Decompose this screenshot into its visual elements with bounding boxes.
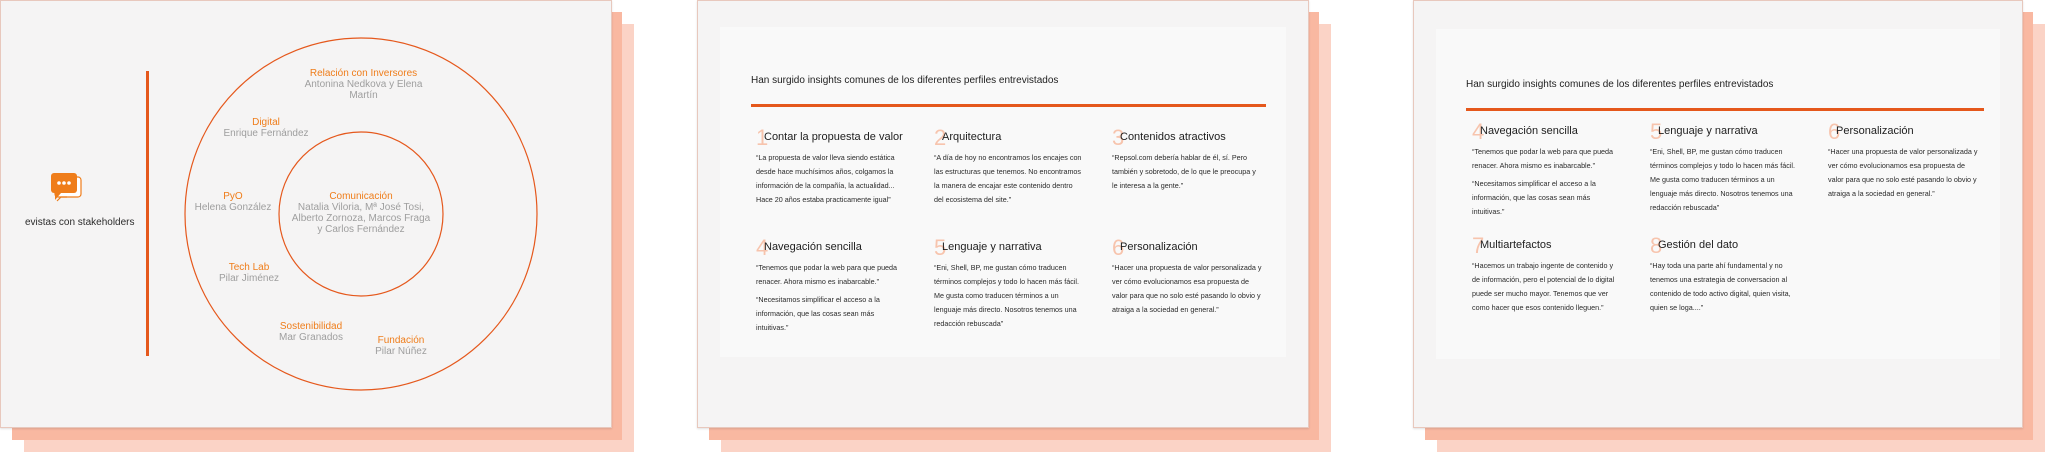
- group-digital: Digital Enrique Fernández: [223, 117, 309, 139]
- slide-2-title-rule: [751, 104, 1266, 107]
- group-center: [291, 191, 431, 235]
- slide-2[interactable]: Han surgido insights comunes de los diferentes perfiles entrevistados 1 Contar la propuesta de valor “La propuesta de valor lleva siendo estática desde hace muchísimos años, colgamos la información de la compañía, la actualidad... Hace 20 años estaba practicamente igual” 2 Arquitectura “A día de hoy no encontramos los encajes con las estructuras que tenemos. No encontramos la manera de encajar este contenido dentro del ecosistema del site.” 3 Contenidos atractivos “Repsol.com debería hablar de él, sí. Pero también y sobretodo, de lo que le preocupa y le interesa a la gente.” 4 Navegación sencilla “Tenemos que podar la web para que pueda renacer. Ahora mismo es inabarcable.” “Necesitamos simplificar el acceso a la información, que las cosas sean más intuitivas.” 5 Lenguaje y narrativa “Eni, Shell, BP, me gustan cómo traducen términos complejos y todo lo hacen más fácil. Me gusta como traducen términos a un lenguaje más directo. Nosotros tenemos una redacción rebuscada” 6 Personalización “Hacer una propuesta de valor personalizada y ver cómo evolucionamos esa propuesta de valor para que no solo esté pasando lo obvio y atraiga a la sociedad en general.”: [697, 0, 1309, 428]
- insight-title: Arquitectura: [942, 131, 1002, 143]
- group-relacion-inversores: Relación con Inversores Antonina Nedkova y Elena Martín: [304, 68, 423, 101]
- group-center-title: Comunicación: [329, 191, 393, 202]
- slide-1[interactable]: [0, 0, 612, 428]
- insight-title: Contar la propuesta de valor: [764, 131, 903, 143]
- slide-3-title: Han surgido insights comunes de los diferentes perfiles entrevistados: [1466, 79, 1774, 90]
- group-center-names: Natalia Viloria, Mª José Tosi, Alberto Zornoza, Marcos Fraga y Carlos Fernández: [291, 202, 431, 235]
- slide-2-group: [697, 0, 1337, 454]
- group-fundacion: Fundación Pilar Núñez: [375, 335, 427, 357]
- chat-bubble-icon: [49, 171, 85, 209]
- insight-title: Navegación sencilla: [1480, 125, 1578, 137]
- insight-title: Gestión del dato: [1658, 239, 1739, 251]
- insight-title: Personalización: [1120, 241, 1198, 253]
- slide-3[interactable]: Han surgido insights comunes de los diferentes perfiles entrevistados 4 Navegación sencilla “Tenemos que podar la web para que pueda renacer. Ahora mismo es inabarcable.” “Necesitamos simplificar el acceso a la información, que las cosas sean más intuitivas.” 5 Lenguaje y narrativa “Eni, Shell, BP, me gustan cómo traducen términos complejos y todo lo hacen más fácil. Me gusta como traducen términos a un lenguaje más directo. Nosotros tenemos una redacción rebuscada” 6 Personalización “Hacer una propuesta de valor personalizada y ver cómo evolucionamos esa propuesta de valor para que no solo esté pasando lo obvio y atraiga a la sociedad en general.” 7 Multiartefactos “Hacemos un trabajo ingente de contenido y de información, pero el potencial de lo digital puede ser mucho mayor. Tenemos que ver como hacer que esos contenido lleguen.” 8 Gestión del dato “Hay toda una parte ahí fundamental y no tenemos una estrategia de conversacion al contenido de todo activo digital, quien visita, quien se loga....”: [1413, 0, 2023, 428]
- group-sostenibilidad: Sostenibilidad Mar Granados: [279, 321, 343, 343]
- slide-1-caption: evistas con stakeholders: [25, 217, 135, 228]
- insight-title: Multiartefactos: [1480, 239, 1552, 251]
- slide-2-title: Han surgido insights comunes de los diferentes perfiles entrevistados: [751, 75, 1059, 86]
- insight-title: Contenidos atractivos: [1120, 131, 1226, 143]
- vertical-divider: [146, 71, 149, 356]
- insight-title: Lenguaje y narrativa: [1658, 125, 1758, 137]
- insight-title: Lenguaje y narrativa: [942, 241, 1042, 253]
- slide-3-title-rule: [1466, 108, 1984, 111]
- group-pyo: PyO Helena González: [194, 191, 272, 213]
- insight-title: Navegación sencilla: [764, 241, 862, 253]
- insight-title: Personalización: [1836, 125, 1914, 137]
- slide-3-group: [1413, 0, 2048, 454]
- group-tech-lab: Tech Lab Pilar Jiménez: [218, 262, 280, 284]
- slide-1-group: [0, 0, 640, 454]
